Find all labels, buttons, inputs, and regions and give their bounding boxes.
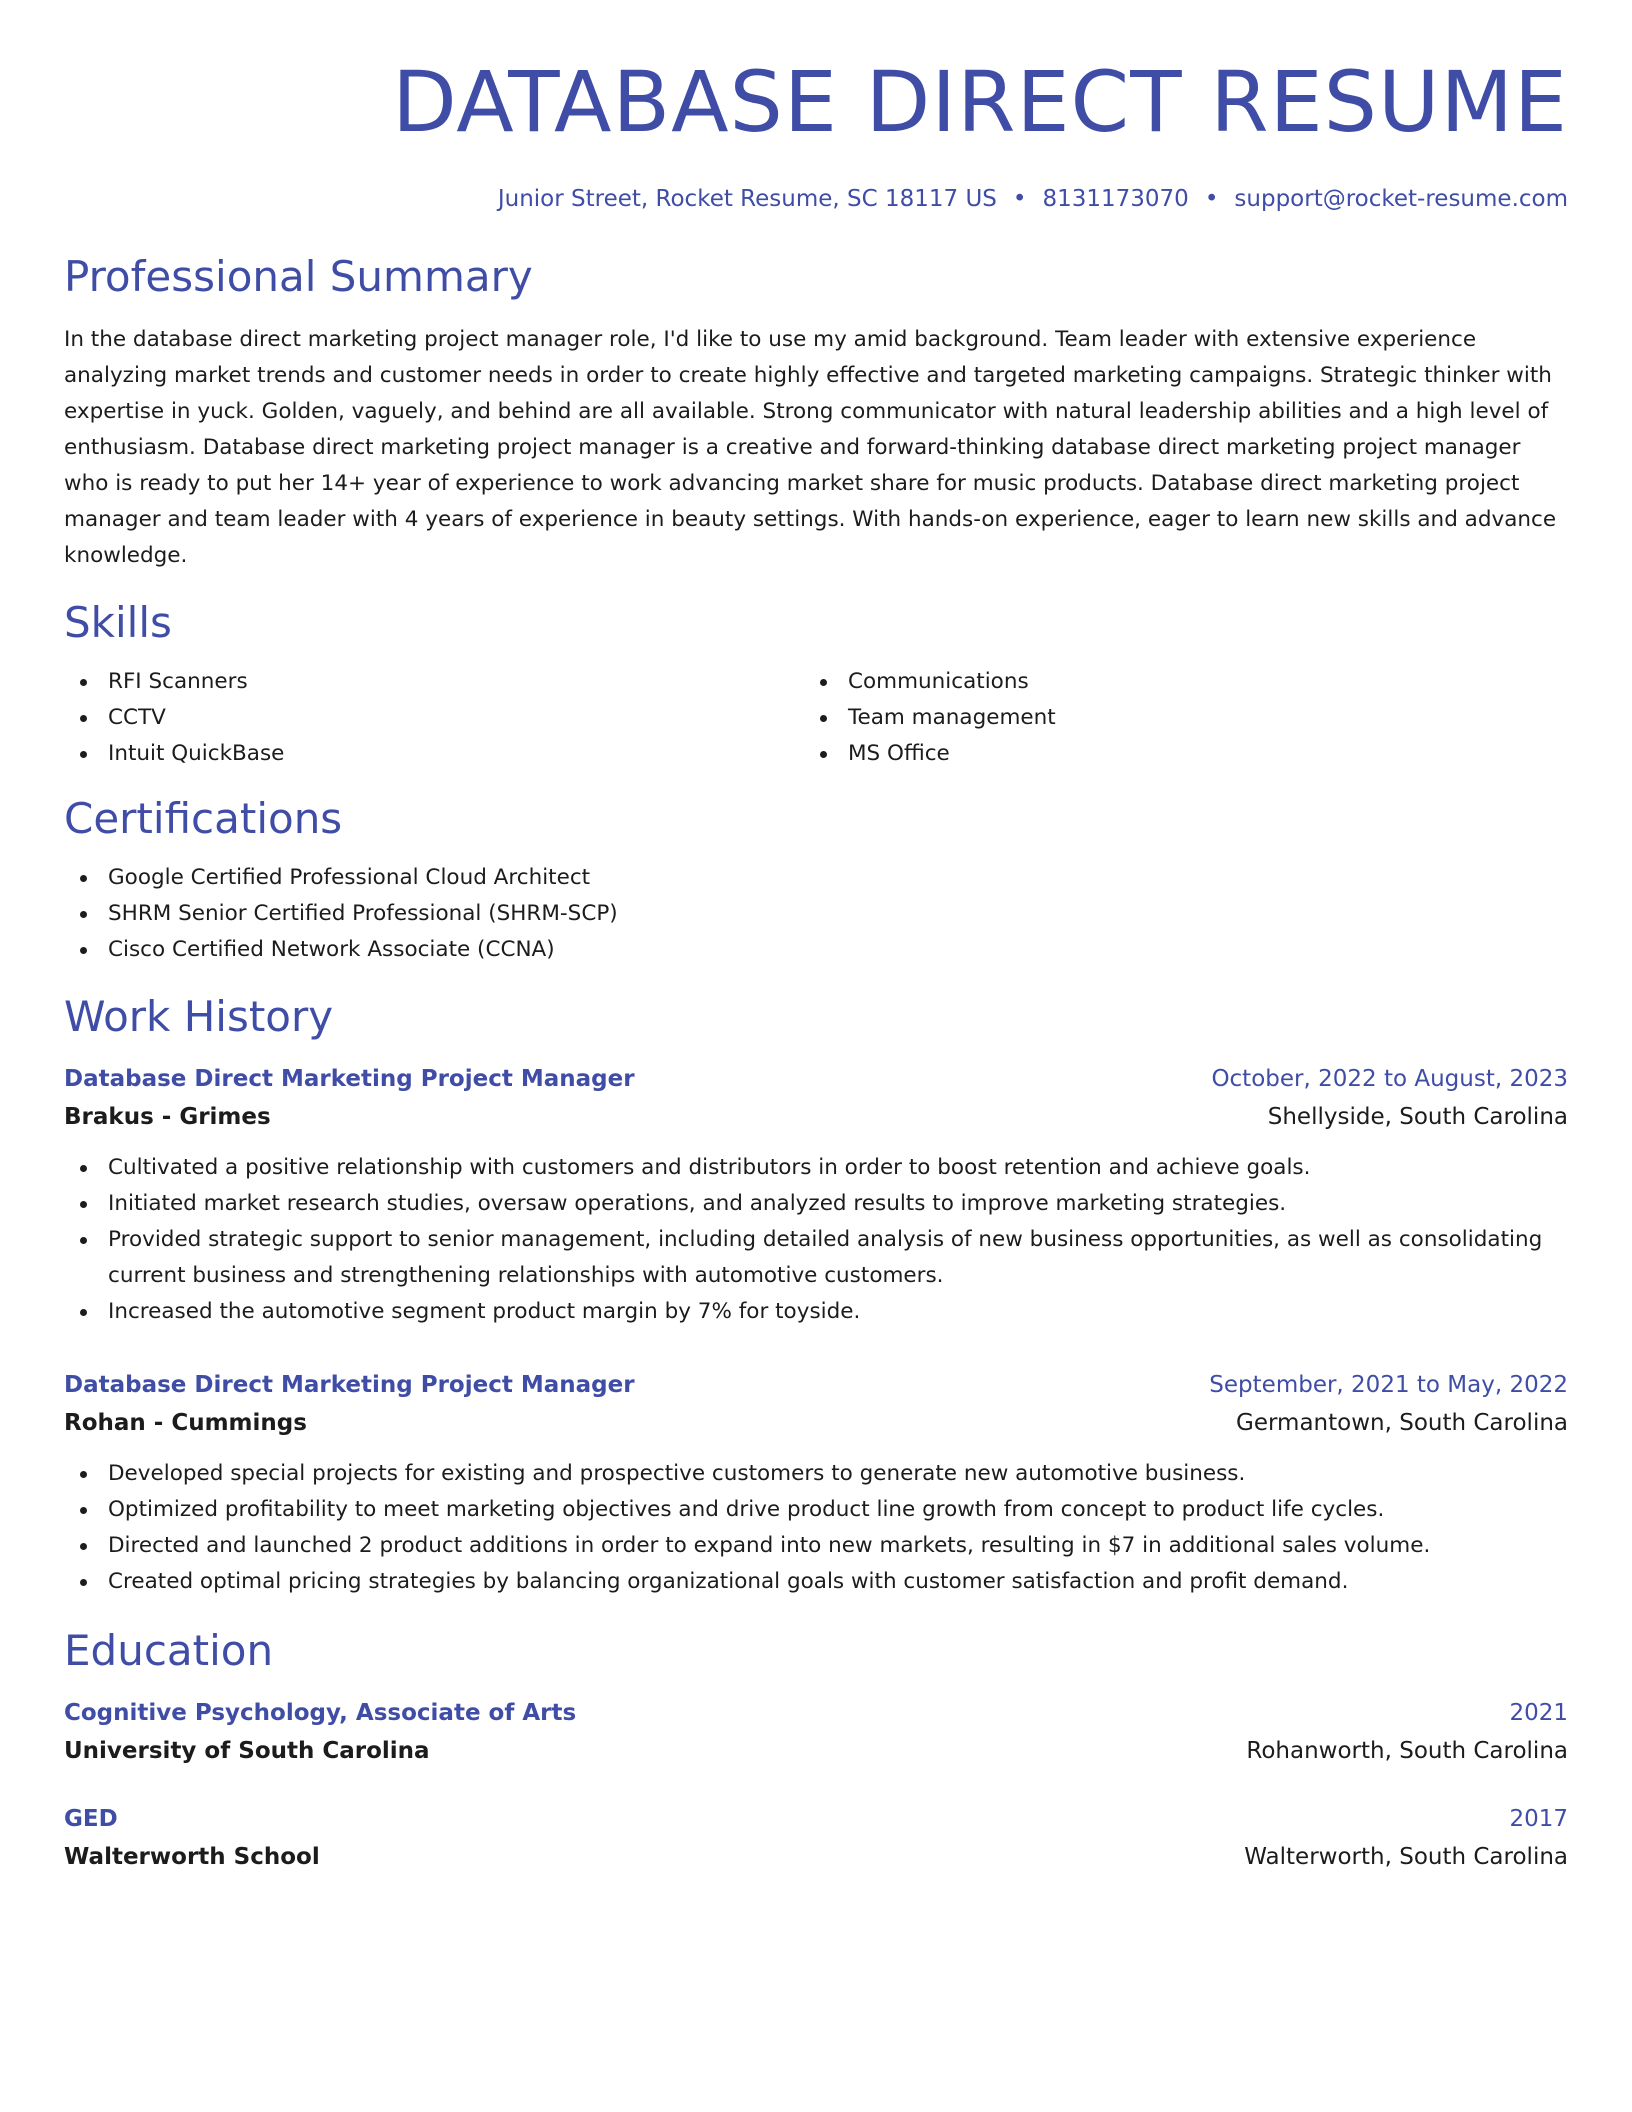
work-history-section: [64, 992, 1568, 1600]
job-entry: [64, 1366, 1568, 1600]
certification-item: Google Certified Professional Cloud Architect: [64, 860, 1568, 896]
education-year: 2017: [1509, 1806, 1568, 1832]
job-bullet: Directed and launched 2 product additions in order to expand into new markets, resulting in $7 in additional sales volume.: [64, 1528, 1568, 1564]
education-location: Walterworth, South Carolina: [1244, 1844, 1568, 1870]
education-degree-row: [64, 1694, 1568, 1732]
education-degree-row: [64, 1800, 1568, 1838]
education-school-row: [64, 1838, 1568, 1876]
skills-column-left: [64, 664, 804, 772]
email-address: support@rocket-resume.com: [1234, 186, 1568, 212]
summary-text: In the database direct marketing project manager role, I'd like to use my amid background. Team leader with extensive experience analyzing market trends and customer needs in order to create highly effective and targeted marketing campaigns. Strategic thinker with expertise in yuck. Golden, vaguely, and behind are all available. Strong communicator with natural leadership abilities and a high level of enthusiasm. Database direct marketing project manager is a creative and forward-thinking database direct marketing project manager who is ready to put her 14+ year of experience to work advancing market share for music products. Database direct marketing project manager and team leader with 4 years of experience in beauty settings. With hands-on experience, eager to learn new skills and advance knowledge.: [64, 327, 1557, 568]
job-role: Database Direct Marketing Project Manager: [64, 1372, 635, 1398]
skills-grid: [64, 664, 1568, 772]
skill-item: MS Office: [804, 736, 1544, 772]
job-company: Rohan - Cummings: [64, 1410, 307, 1436]
section-title-skills: Skills: [64, 598, 172, 647]
job-responsibilities: [64, 1150, 1568, 1330]
skills-column-right: [804, 664, 1544, 772]
contact-separator: •: [1204, 186, 1219, 212]
education-school: Walterworth School: [64, 1844, 320, 1870]
job-location: Germantown, South Carolina: [1236, 1410, 1568, 1436]
skill-item: RFI Scanners: [64, 664, 804, 700]
job-bullet: Created optimal pricing strategies by balancing organizational goals with customer satisfaction and profit demand.: [64, 1564, 1568, 1600]
contact-separator: •: [1012, 186, 1027, 212]
certifications-list: [64, 860, 1568, 968]
education-school: University of South Carolina: [64, 1738, 430, 1764]
job-company-row: [64, 1098, 1568, 1136]
section-title-summary: Professional Summary: [64, 252, 533, 301]
skill-item: Team management: [804, 700, 1544, 736]
section-title-certifications: Certifications: [64, 794, 343, 843]
job-bullet: Increased the automotive segment product margin by 7% for toyside.: [64, 1294, 1568, 1330]
job-location: Shellyside, South Carolina: [1267, 1104, 1568, 1130]
job-dates: October, 2022 to August, 2023: [1211, 1066, 1568, 1092]
certifications-section: [64, 794, 1568, 968]
job-bullet: Initiated market research studies, oversaw operations, and analyzed results to improve marketing strategies.: [64, 1186, 1568, 1222]
job-role: Database Direct Marketing Project Manager: [64, 1066, 635, 1092]
education-degree: GED: [64, 1806, 118, 1832]
job-entry: [64, 1060, 1568, 1330]
job-company: Brakus - Grimes: [64, 1104, 271, 1130]
job-bullet: Developed special projects for existing and prospective customers to generate new automotive business.: [64, 1456, 1568, 1492]
summary-section: [64, 252, 1568, 574]
job-title-row: [64, 1060, 1568, 1098]
section-title-education: Education: [64, 1626, 274, 1675]
education-year: 2021: [1509, 1700, 1568, 1726]
resume-header: [64, 0, 1568, 214]
education-section: [64, 1626, 1568, 1876]
contact-line: [64, 184, 1568, 214]
job-title-row: [64, 1366, 1568, 1404]
skill-item: Communications: [804, 664, 1544, 700]
job-bullet: Optimized profitability to meet marketing objectives and drive product line growth from concept to product life cycles.: [64, 1492, 1568, 1528]
certification-item: Cisco Certified Network Associate (CCNA): [64, 932, 1568, 968]
education-school-row: [64, 1732, 1568, 1770]
section-title-work-history: Work History: [64, 992, 334, 1041]
job-company-row: [64, 1404, 1568, 1442]
education-location: Rohanworth, South Carolina: [1246, 1738, 1568, 1764]
address: Junior Street, Rocket Resume, SC 18117 US: [497, 186, 997, 212]
certification-item: SHRM Senior Certified Professional (SHRM-SCP): [64, 896, 1568, 932]
job-bullet: Provided strategic support to senior management, including detailed analysis of new business opportunities, as well as consolidating current business and strengthening relationships with automotive customers.: [64, 1222, 1568, 1294]
education-degree: Cognitive Psychology, Associate of Arts: [64, 1700, 577, 1726]
education-entry: [64, 1694, 1568, 1770]
job-responsibilities: [64, 1456, 1568, 1600]
skill-item: Intuit QuickBase: [64, 736, 804, 772]
education-entry: [64, 1800, 1568, 1876]
job-dates: September, 2021 to May, 2022: [1209, 1372, 1568, 1398]
skill-item: CCTV: [64, 700, 804, 736]
skills-section: [64, 598, 1568, 772]
candidate-name: DATABASE DIRECT RESUME: [392, 53, 1568, 151]
job-bullet: Cultivated a positive relationship with customers and distributors in order to boost retention and achieve goals.: [64, 1150, 1568, 1186]
phone-number: 8131173070: [1042, 186, 1189, 212]
